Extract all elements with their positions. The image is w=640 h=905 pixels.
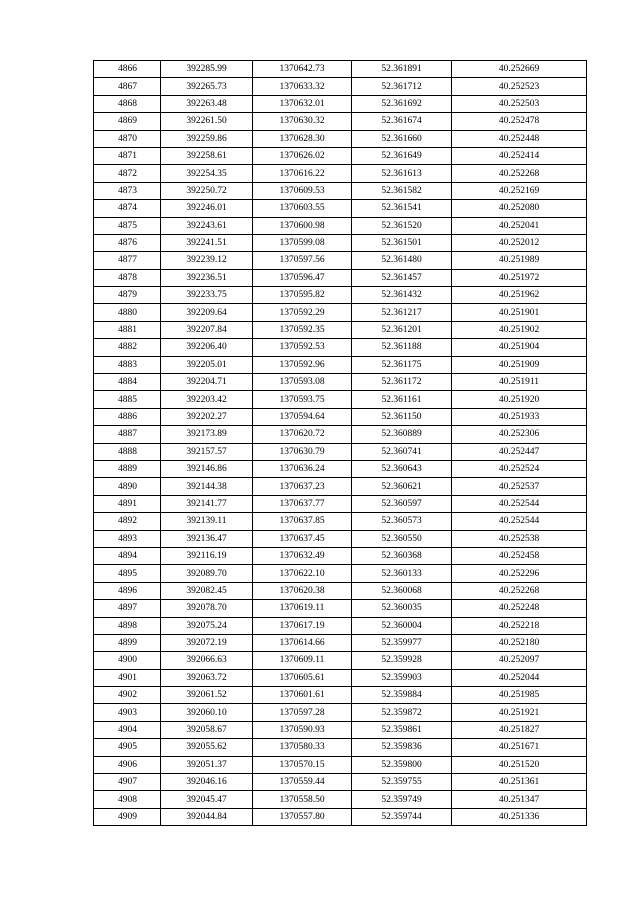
longitude-cell: 52.359755 <box>352 774 452 791</box>
y-coordinate-cell: 1370595.82 <box>253 287 352 304</box>
longitude-cell: 52.361217 <box>352 304 452 321</box>
latitude-cell: 40.251921 <box>452 704 587 721</box>
point-number-cell: 4870 <box>94 130 161 147</box>
x-coordinate-cell: 392045.47 <box>161 791 253 808</box>
longitude-cell: 52.361480 <box>352 252 452 269</box>
latitude-cell: 40.252296 <box>452 565 587 582</box>
x-coordinate-cell: 392254.35 <box>161 165 253 182</box>
table-row <box>94 478 587 495</box>
table-row <box>94 565 587 582</box>
longitude-cell: 52.361674 <box>352 113 452 130</box>
x-coordinate-cell: 392233.75 <box>161 287 253 304</box>
point-number-cell: 4899 <box>94 634 161 651</box>
latitude-cell: 40.252180 <box>452 634 587 651</box>
point-number-cell: 4872 <box>94 165 161 182</box>
longitude-cell: 52.361201 <box>352 321 452 338</box>
table-row <box>94 287 587 304</box>
x-coordinate-cell: 392204.71 <box>161 374 253 391</box>
y-coordinate-cell: 1370597.56 <box>253 252 352 269</box>
y-coordinate-cell: 1370628.30 <box>253 130 352 147</box>
x-coordinate-cell: 392066.63 <box>161 652 253 669</box>
longitude-cell: 52.359977 <box>352 634 452 651</box>
longitude-cell: 52.359749 <box>352 791 452 808</box>
table-row <box>94 217 587 234</box>
point-number-cell: 4869 <box>94 113 161 130</box>
latitude-cell: 40.252544 <box>452 495 587 512</box>
point-number-cell: 4896 <box>94 582 161 599</box>
point-number-cell: 4907 <box>94 774 161 791</box>
table-row <box>94 739 587 756</box>
table-row <box>94 408 587 425</box>
y-coordinate-cell: 1370580.33 <box>253 739 352 756</box>
point-number-cell: 4895 <box>94 565 161 582</box>
y-coordinate-cell: 1370620.72 <box>253 426 352 443</box>
point-number-cell: 4877 <box>94 252 161 269</box>
x-coordinate-cell: 392209.64 <box>161 304 253 321</box>
x-coordinate-cell: 392205.01 <box>161 356 253 373</box>
y-coordinate-cell: 1370599.08 <box>253 234 352 251</box>
x-coordinate-cell: 392116.19 <box>161 547 253 564</box>
latitude-cell: 40.252503 <box>452 95 587 112</box>
x-coordinate-cell: 392236.51 <box>161 269 253 286</box>
point-number-cell: 4887 <box>94 426 161 443</box>
longitude-cell: 52.361660 <box>352 130 452 147</box>
y-coordinate-cell: 1370609.11 <box>253 652 352 669</box>
table-row <box>94 304 587 321</box>
longitude-cell: 52.359872 <box>352 704 452 721</box>
table-row <box>94 426 587 443</box>
latitude-cell: 40.251347 <box>452 791 587 808</box>
x-coordinate-cell: 392136.47 <box>161 530 253 547</box>
point-number-cell: 4876 <box>94 234 161 251</box>
point-number-cell: 4879 <box>94 287 161 304</box>
x-coordinate-cell: 392243.61 <box>161 217 253 234</box>
point-number-cell: 4891 <box>94 495 161 512</box>
longitude-cell: 52.361188 <box>352 339 452 356</box>
x-coordinate-cell: 392265.73 <box>161 78 253 95</box>
point-number-cell: 4881 <box>94 321 161 338</box>
x-coordinate-cell: 392061.52 <box>161 687 253 704</box>
x-coordinate-cell: 392246.01 <box>161 200 253 217</box>
x-coordinate-cell: 392139.11 <box>161 513 253 530</box>
y-coordinate-cell: 1370557.80 <box>253 808 352 825</box>
longitude-cell: 52.361541 <box>352 200 452 217</box>
latitude-cell: 40.252524 <box>452 460 587 477</box>
latitude-cell: 40.251909 <box>452 356 587 373</box>
table-row <box>94 600 587 617</box>
latitude-cell: 40.252097 <box>452 652 587 669</box>
x-coordinate-cell: 392089.70 <box>161 565 253 582</box>
y-coordinate-cell: 1370594.64 <box>253 408 352 425</box>
table-row <box>94 234 587 251</box>
latitude-cell: 40.252248 <box>452 600 587 617</box>
table-row <box>94 791 587 808</box>
table-row <box>94 130 587 147</box>
latitude-cell: 40.251336 <box>452 808 587 825</box>
y-coordinate-cell: 1370619.11 <box>253 600 352 617</box>
y-coordinate-cell: 1370592.35 <box>253 321 352 338</box>
table-row <box>94 547 587 564</box>
table-row <box>94 808 587 825</box>
coordinates-table-body <box>94 61 587 826</box>
longitude-cell: 52.359744 <box>352 808 452 825</box>
x-coordinate-cell: 392072.19 <box>161 634 253 651</box>
point-number-cell: 4893 <box>94 530 161 547</box>
x-coordinate-cell: 392058.67 <box>161 721 253 738</box>
table-row <box>94 321 587 338</box>
table-row <box>94 269 587 286</box>
point-number-cell: 4908 <box>94 791 161 808</box>
table-row <box>94 617 587 634</box>
table-row <box>94 460 587 477</box>
x-coordinate-cell: 392055.62 <box>161 739 253 756</box>
table-row <box>94 652 587 669</box>
y-coordinate-cell: 1370614.66 <box>253 634 352 651</box>
y-coordinate-cell: 1370558.50 <box>253 791 352 808</box>
point-number-cell: 4909 <box>94 808 161 825</box>
latitude-cell: 40.252523 <box>452 78 587 95</box>
latitude-cell: 40.251520 <box>452 756 587 773</box>
point-number-cell: 4886 <box>94 408 161 425</box>
latitude-cell: 40.252414 <box>452 147 587 164</box>
latitude-cell: 40.252447 <box>452 443 587 460</box>
y-coordinate-cell: 1370601.61 <box>253 687 352 704</box>
y-coordinate-cell: 1370626.02 <box>253 147 352 164</box>
point-number-cell: 4890 <box>94 478 161 495</box>
y-coordinate-cell: 1370636.24 <box>253 460 352 477</box>
coordinates-table <box>93 60 587 826</box>
x-coordinate-cell: 392144.38 <box>161 478 253 495</box>
point-number-cell: 4868 <box>94 95 161 112</box>
x-coordinate-cell: 392063.72 <box>161 669 253 686</box>
table-row <box>94 756 587 773</box>
table-row <box>94 95 587 112</box>
latitude-cell: 40.252544 <box>452 513 587 530</box>
y-coordinate-cell: 1370617.19 <box>253 617 352 634</box>
longitude-cell: 52.361172 <box>352 374 452 391</box>
y-coordinate-cell: 1370590.93 <box>253 721 352 738</box>
x-coordinate-cell: 392141.77 <box>161 495 253 512</box>
point-number-cell: 4904 <box>94 721 161 738</box>
latitude-cell: 40.252478 <box>452 113 587 130</box>
point-number-cell: 4905 <box>94 739 161 756</box>
point-number-cell: 4889 <box>94 460 161 477</box>
x-coordinate-cell: 392241.51 <box>161 234 253 251</box>
x-coordinate-cell: 392285.99 <box>161 61 253 78</box>
longitude-cell: 52.360573 <box>352 513 452 530</box>
point-number-cell: 4866 <box>94 61 161 78</box>
point-number-cell: 4888 <box>94 443 161 460</box>
point-number-cell: 4885 <box>94 391 161 408</box>
point-number-cell: 4898 <box>94 617 161 634</box>
table-row <box>94 252 587 269</box>
table-row <box>94 374 587 391</box>
y-coordinate-cell: 1370592.53 <box>253 339 352 356</box>
point-number-cell: 4883 <box>94 356 161 373</box>
longitude-cell: 52.359800 <box>352 756 452 773</box>
point-number-cell: 4875 <box>94 217 161 234</box>
point-number-cell: 4900 <box>94 652 161 669</box>
longitude-cell: 52.359861 <box>352 721 452 738</box>
latitude-cell: 40.251989 <box>452 252 587 269</box>
point-number-cell: 4906 <box>94 756 161 773</box>
longitude-cell: 52.361150 <box>352 408 452 425</box>
y-coordinate-cell: 1370622.10 <box>253 565 352 582</box>
latitude-cell: 40.251671 <box>452 739 587 756</box>
x-coordinate-cell: 392239.12 <box>161 252 253 269</box>
longitude-cell: 52.361432 <box>352 287 452 304</box>
point-number-cell: 4901 <box>94 669 161 686</box>
latitude-cell: 40.252448 <box>452 130 587 147</box>
table-row <box>94 200 587 217</box>
y-coordinate-cell: 1370637.45 <box>253 530 352 547</box>
y-coordinate-cell: 1370603.55 <box>253 200 352 217</box>
y-coordinate-cell: 1370632.49 <box>253 547 352 564</box>
longitude-cell: 52.360741 <box>352 443 452 460</box>
latitude-cell: 40.251361 <box>452 774 587 791</box>
y-coordinate-cell: 1370605.61 <box>253 669 352 686</box>
latitude-cell: 40.251904 <box>452 339 587 356</box>
latitude-cell: 40.252268 <box>452 165 587 182</box>
longitude-cell: 52.360068 <box>352 582 452 599</box>
longitude-cell: 52.359836 <box>352 739 452 756</box>
longitude-cell: 52.360643 <box>352 460 452 477</box>
y-coordinate-cell: 1370592.96 <box>253 356 352 373</box>
y-coordinate-cell: 1370620.38 <box>253 582 352 599</box>
y-coordinate-cell: 1370596.47 <box>253 269 352 286</box>
table-row <box>94 687 587 704</box>
longitude-cell: 52.361175 <box>352 356 452 373</box>
longitude-cell: 52.361649 <box>352 147 452 164</box>
table-row <box>94 356 587 373</box>
table-row <box>94 78 587 95</box>
latitude-cell: 40.252538 <box>452 530 587 547</box>
latitude-cell: 40.251985 <box>452 687 587 704</box>
longitude-cell: 52.360597 <box>352 495 452 512</box>
x-coordinate-cell: 392044.84 <box>161 808 253 825</box>
y-coordinate-cell: 1370592.29 <box>253 304 352 321</box>
y-coordinate-cell: 1370597.28 <box>253 704 352 721</box>
longitude-cell: 52.360035 <box>352 600 452 617</box>
latitude-cell: 40.251920 <box>452 391 587 408</box>
x-coordinate-cell: 392261.50 <box>161 113 253 130</box>
x-coordinate-cell: 392075.24 <box>161 617 253 634</box>
point-number-cell: 4874 <box>94 200 161 217</box>
point-number-cell: 4871 <box>94 147 161 164</box>
table-row <box>94 774 587 791</box>
table-row <box>94 582 587 599</box>
x-coordinate-cell: 392173.89 <box>161 426 253 443</box>
latitude-cell: 40.252080 <box>452 200 587 217</box>
y-coordinate-cell: 1370632.01 <box>253 95 352 112</box>
x-coordinate-cell: 392046.16 <box>161 774 253 791</box>
longitude-cell: 52.361712 <box>352 78 452 95</box>
latitude-cell: 40.252268 <box>452 582 587 599</box>
table-row <box>94 339 587 356</box>
longitude-cell: 52.361501 <box>352 234 452 251</box>
latitude-cell: 40.252012 <box>452 234 587 251</box>
longitude-cell: 52.361457 <box>352 269 452 286</box>
y-coordinate-cell: 1370642.73 <box>253 61 352 78</box>
table-row <box>94 530 587 547</box>
x-coordinate-cell: 392060.10 <box>161 704 253 721</box>
table-row <box>94 721 587 738</box>
y-coordinate-cell: 1370593.08 <box>253 374 352 391</box>
longitude-cell: 52.359884 <box>352 687 452 704</box>
x-coordinate-cell: 392202.27 <box>161 408 253 425</box>
x-coordinate-cell: 392206.40 <box>161 339 253 356</box>
point-number-cell: 4902 <box>94 687 161 704</box>
y-coordinate-cell: 1370637.77 <box>253 495 352 512</box>
latitude-cell: 40.252458 <box>452 547 587 564</box>
x-coordinate-cell: 392051.37 <box>161 756 253 773</box>
y-coordinate-cell: 1370630.32 <box>253 113 352 130</box>
table-row <box>94 704 587 721</box>
latitude-cell: 40.251933 <box>452 408 587 425</box>
longitude-cell: 52.361582 <box>352 182 452 199</box>
longitude-cell: 52.360621 <box>352 478 452 495</box>
latitude-cell: 40.251962 <box>452 287 587 304</box>
latitude-cell: 40.251902 <box>452 321 587 338</box>
table-row <box>94 61 587 78</box>
table-row <box>94 391 587 408</box>
longitude-cell: 52.361613 <box>352 165 452 182</box>
y-coordinate-cell: 1370593.75 <box>253 391 352 408</box>
point-number-cell: 4880 <box>94 304 161 321</box>
table-row <box>94 513 587 530</box>
x-coordinate-cell: 392157.57 <box>161 443 253 460</box>
latitude-cell: 40.252169 <box>452 182 587 199</box>
longitude-cell: 52.359928 <box>352 652 452 669</box>
x-coordinate-cell: 392203.42 <box>161 391 253 408</box>
table-row <box>94 147 587 164</box>
latitude-cell: 40.251972 <box>452 269 587 286</box>
table-row <box>94 495 587 512</box>
latitude-cell: 40.252218 <box>452 617 587 634</box>
point-number-cell: 4882 <box>94 339 161 356</box>
latitude-cell: 40.251827 <box>452 721 587 738</box>
longitude-cell: 52.360550 <box>352 530 452 547</box>
y-coordinate-cell: 1370570.15 <box>253 756 352 773</box>
point-number-cell: 4878 <box>94 269 161 286</box>
latitude-cell: 40.251911 <box>452 374 587 391</box>
x-coordinate-cell: 392263.48 <box>161 95 253 112</box>
y-coordinate-cell: 1370633.32 <box>253 78 352 95</box>
y-coordinate-cell: 1370600.98 <box>253 217 352 234</box>
latitude-cell: 40.252044 <box>452 669 587 686</box>
longitude-cell: 52.360889 <box>352 426 452 443</box>
longitude-cell: 52.361161 <box>352 391 452 408</box>
point-number-cell: 4892 <box>94 513 161 530</box>
longitude-cell: 52.360368 <box>352 547 452 564</box>
x-coordinate-cell: 392258.61 <box>161 147 253 164</box>
table-row <box>94 182 587 199</box>
latitude-cell: 40.252669 <box>452 61 587 78</box>
point-number-cell: 4897 <box>94 600 161 617</box>
y-coordinate-cell: 1370637.85 <box>253 513 352 530</box>
point-number-cell: 4873 <box>94 182 161 199</box>
x-coordinate-cell: 392207.84 <box>161 321 253 338</box>
point-number-cell: 4867 <box>94 78 161 95</box>
longitude-cell: 52.361692 <box>352 95 452 112</box>
table-row <box>94 443 587 460</box>
latitude-cell: 40.252537 <box>452 478 587 495</box>
longitude-cell: 52.360133 <box>352 565 452 582</box>
x-coordinate-cell: 392250.72 <box>161 182 253 199</box>
longitude-cell: 52.361520 <box>352 217 452 234</box>
y-coordinate-cell: 1370559.44 <box>253 774 352 791</box>
latitude-cell: 40.252306 <box>452 426 587 443</box>
x-coordinate-cell: 392146.86 <box>161 460 253 477</box>
point-number-cell: 4884 <box>94 374 161 391</box>
latitude-cell: 40.251901 <box>452 304 587 321</box>
longitude-cell: 52.361891 <box>352 61 452 78</box>
y-coordinate-cell: 1370630.79 <box>253 443 352 460</box>
y-coordinate-cell: 1370616.22 <box>253 165 352 182</box>
point-number-cell: 4894 <box>94 547 161 564</box>
longitude-cell: 52.359903 <box>352 669 452 686</box>
y-coordinate-cell: 1370637.23 <box>253 478 352 495</box>
x-coordinate-cell: 392259.86 <box>161 130 253 147</box>
point-number-cell: 4903 <box>94 704 161 721</box>
x-coordinate-cell: 392078.70 <box>161 600 253 617</box>
latitude-cell: 40.252041 <box>452 217 587 234</box>
table-row <box>94 113 587 130</box>
table-row <box>94 165 587 182</box>
table-row <box>94 669 587 686</box>
x-coordinate-cell: 392082.45 <box>161 582 253 599</box>
table-row <box>94 634 587 651</box>
y-coordinate-cell: 1370609.53 <box>253 182 352 199</box>
longitude-cell: 52.360004 <box>352 617 452 634</box>
